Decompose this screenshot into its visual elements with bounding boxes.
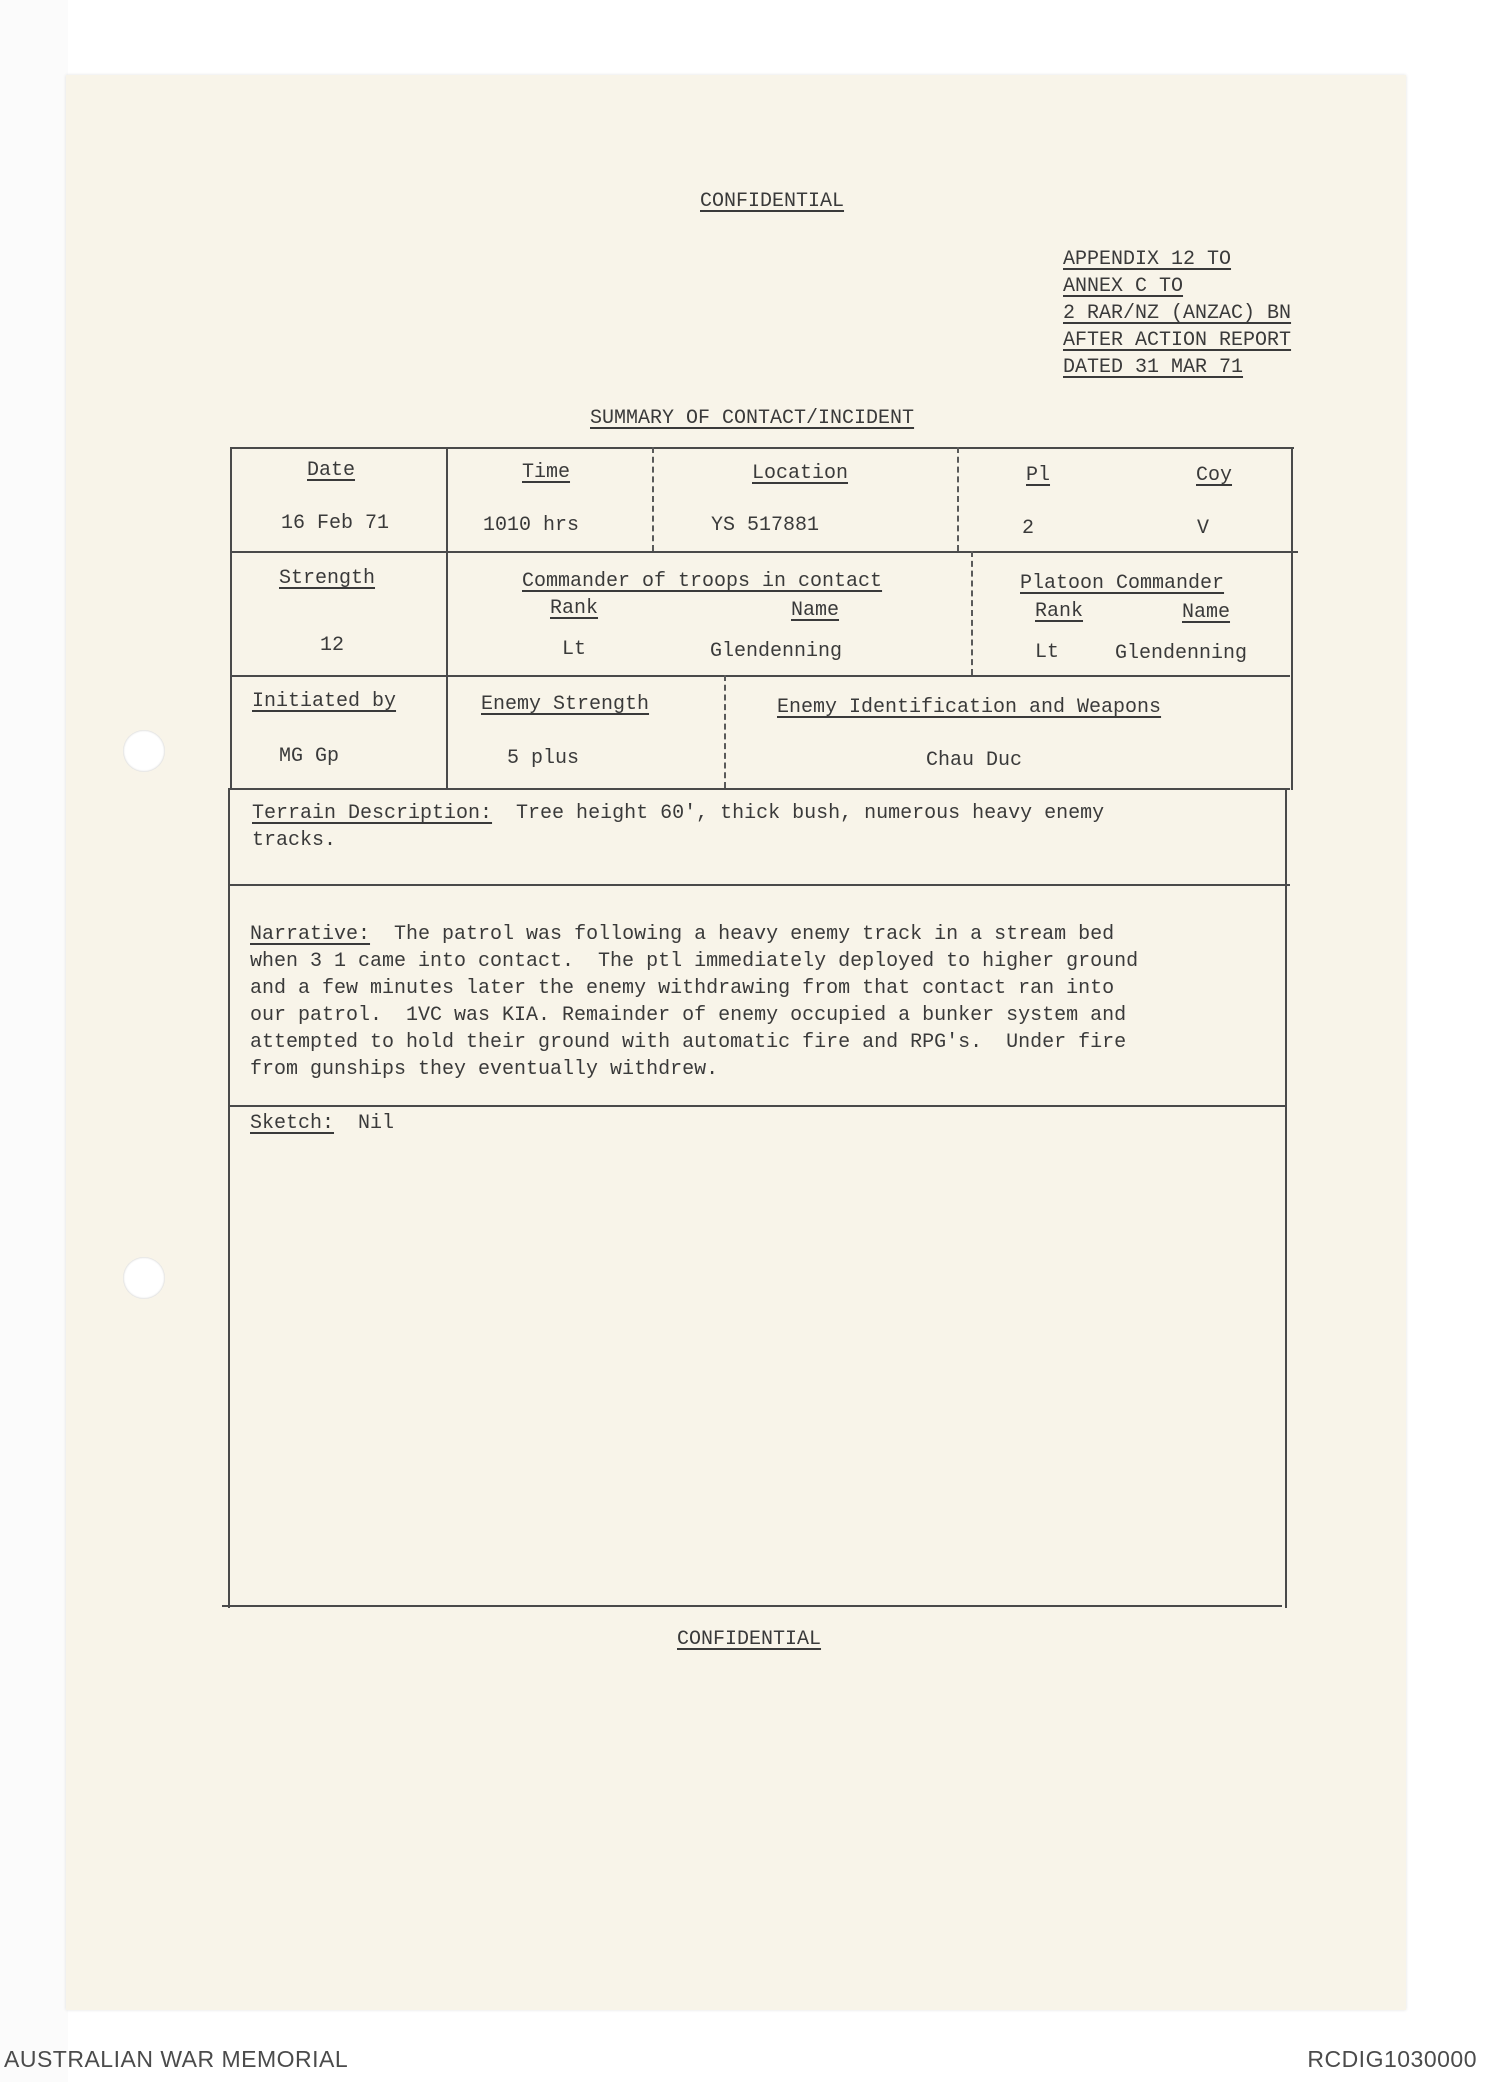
punch-hole-top (123, 730, 165, 772)
platoon-rank-value: Lt (1035, 641, 1060, 664)
pl-value: 2 (1022, 517, 1035, 540)
coy-value: V (1197, 517, 1210, 540)
initiated-by-value: MG Gp (279, 745, 340, 768)
location-value: YS 517881 (711, 514, 820, 537)
enemy-strength-value: 5 plus (507, 747, 580, 770)
appendix-line-5: DATED 31 MAR 71 (1063, 356, 1244, 379)
appendix-line-4: AFTER ACTION REPORT (1063, 329, 1292, 352)
commander-rank-value: Lt (562, 638, 587, 661)
classification-bottom: CONFIDENTIAL (677, 1628, 822, 1651)
date-label: Date (307, 459, 356, 482)
narrative-label: Narrative: (250, 923, 371, 946)
platoon-name-label: Name (1182, 601, 1231, 624)
time-value: 1010 hrs (483, 514, 580, 537)
footer-reference: RCDIG1030000 (1307, 2046, 1477, 2072)
date-value: 16 Feb 71 (281, 512, 390, 535)
platoon-commander-label: Platoon Commander (1020, 572, 1225, 595)
sketch-value: Nil (334, 1112, 395, 1135)
punch-hole-bottom (123, 1257, 165, 1299)
commander-label: Commander of troops in contact (522, 570, 883, 593)
sketch (250, 1110, 394, 1137)
platoon-rank-label: Rank (1035, 600, 1084, 623)
pl-label: Pl (1026, 464, 1051, 487)
commander-rank-label: Rank (550, 597, 599, 620)
strength-label: Strength (279, 567, 376, 590)
form-title: SUMMARY OF CONTACT/INCIDENT (590, 407, 915, 430)
location-label: Location (752, 462, 849, 485)
enemy-id-label: Enemy Identification and Weapons (777, 696, 1162, 719)
commander-name-value: Glendenning (710, 640, 843, 663)
terrain-description (252, 800, 1104, 854)
sketch-label: Sketch: (250, 1112, 335, 1135)
enemy-id-value: Chau Duc (926, 749, 1023, 772)
scan-margin (0, 0, 68, 2082)
appendix-line-1: APPENDIX 12 TO (1063, 248, 1232, 271)
initiated-by-label: Initiated by (252, 690, 397, 713)
strength-value: 12 (320, 634, 345, 657)
classification-top: CONFIDENTIAL (700, 190, 845, 213)
appendix-line-2: ANNEX C TO (1063, 275, 1184, 298)
narrative (250, 921, 1138, 1083)
terrain-text: Tree height 60', thick bush, numerous heavy enemy tracks. (252, 802, 1105, 852)
platoon-name-value: Glendenning (1115, 642, 1248, 665)
time-label: Time (522, 461, 571, 484)
terrain-label: Terrain Description: (252, 802, 493, 825)
commander-name-label: Name (791, 599, 840, 622)
narrative-text: The patrol was following a heavy enemy track in a stream bed when 3 1 came into contact. The ptl immediately deployed to higher ground and a few minutes later the enemy withdrawing from that contact ran into our patrol. 1VC was KIA. Remainder of enemy occupied a bunker system and attempted to hold their ground with automatic fire and RPG's. Under fire from gunships they eventually withdrew. (250, 923, 1139, 1081)
appendix-block (1063, 246, 1291, 381)
coy-label: Coy (1196, 464, 1233, 487)
appendix-line-3: 2 RAR/NZ (ANZAC) BN (1063, 302, 1292, 325)
enemy-strength-label: Enemy Strength (481, 693, 650, 716)
footer-institution: AUSTRALIAN WAR MEMORIAL (4, 2046, 349, 2072)
